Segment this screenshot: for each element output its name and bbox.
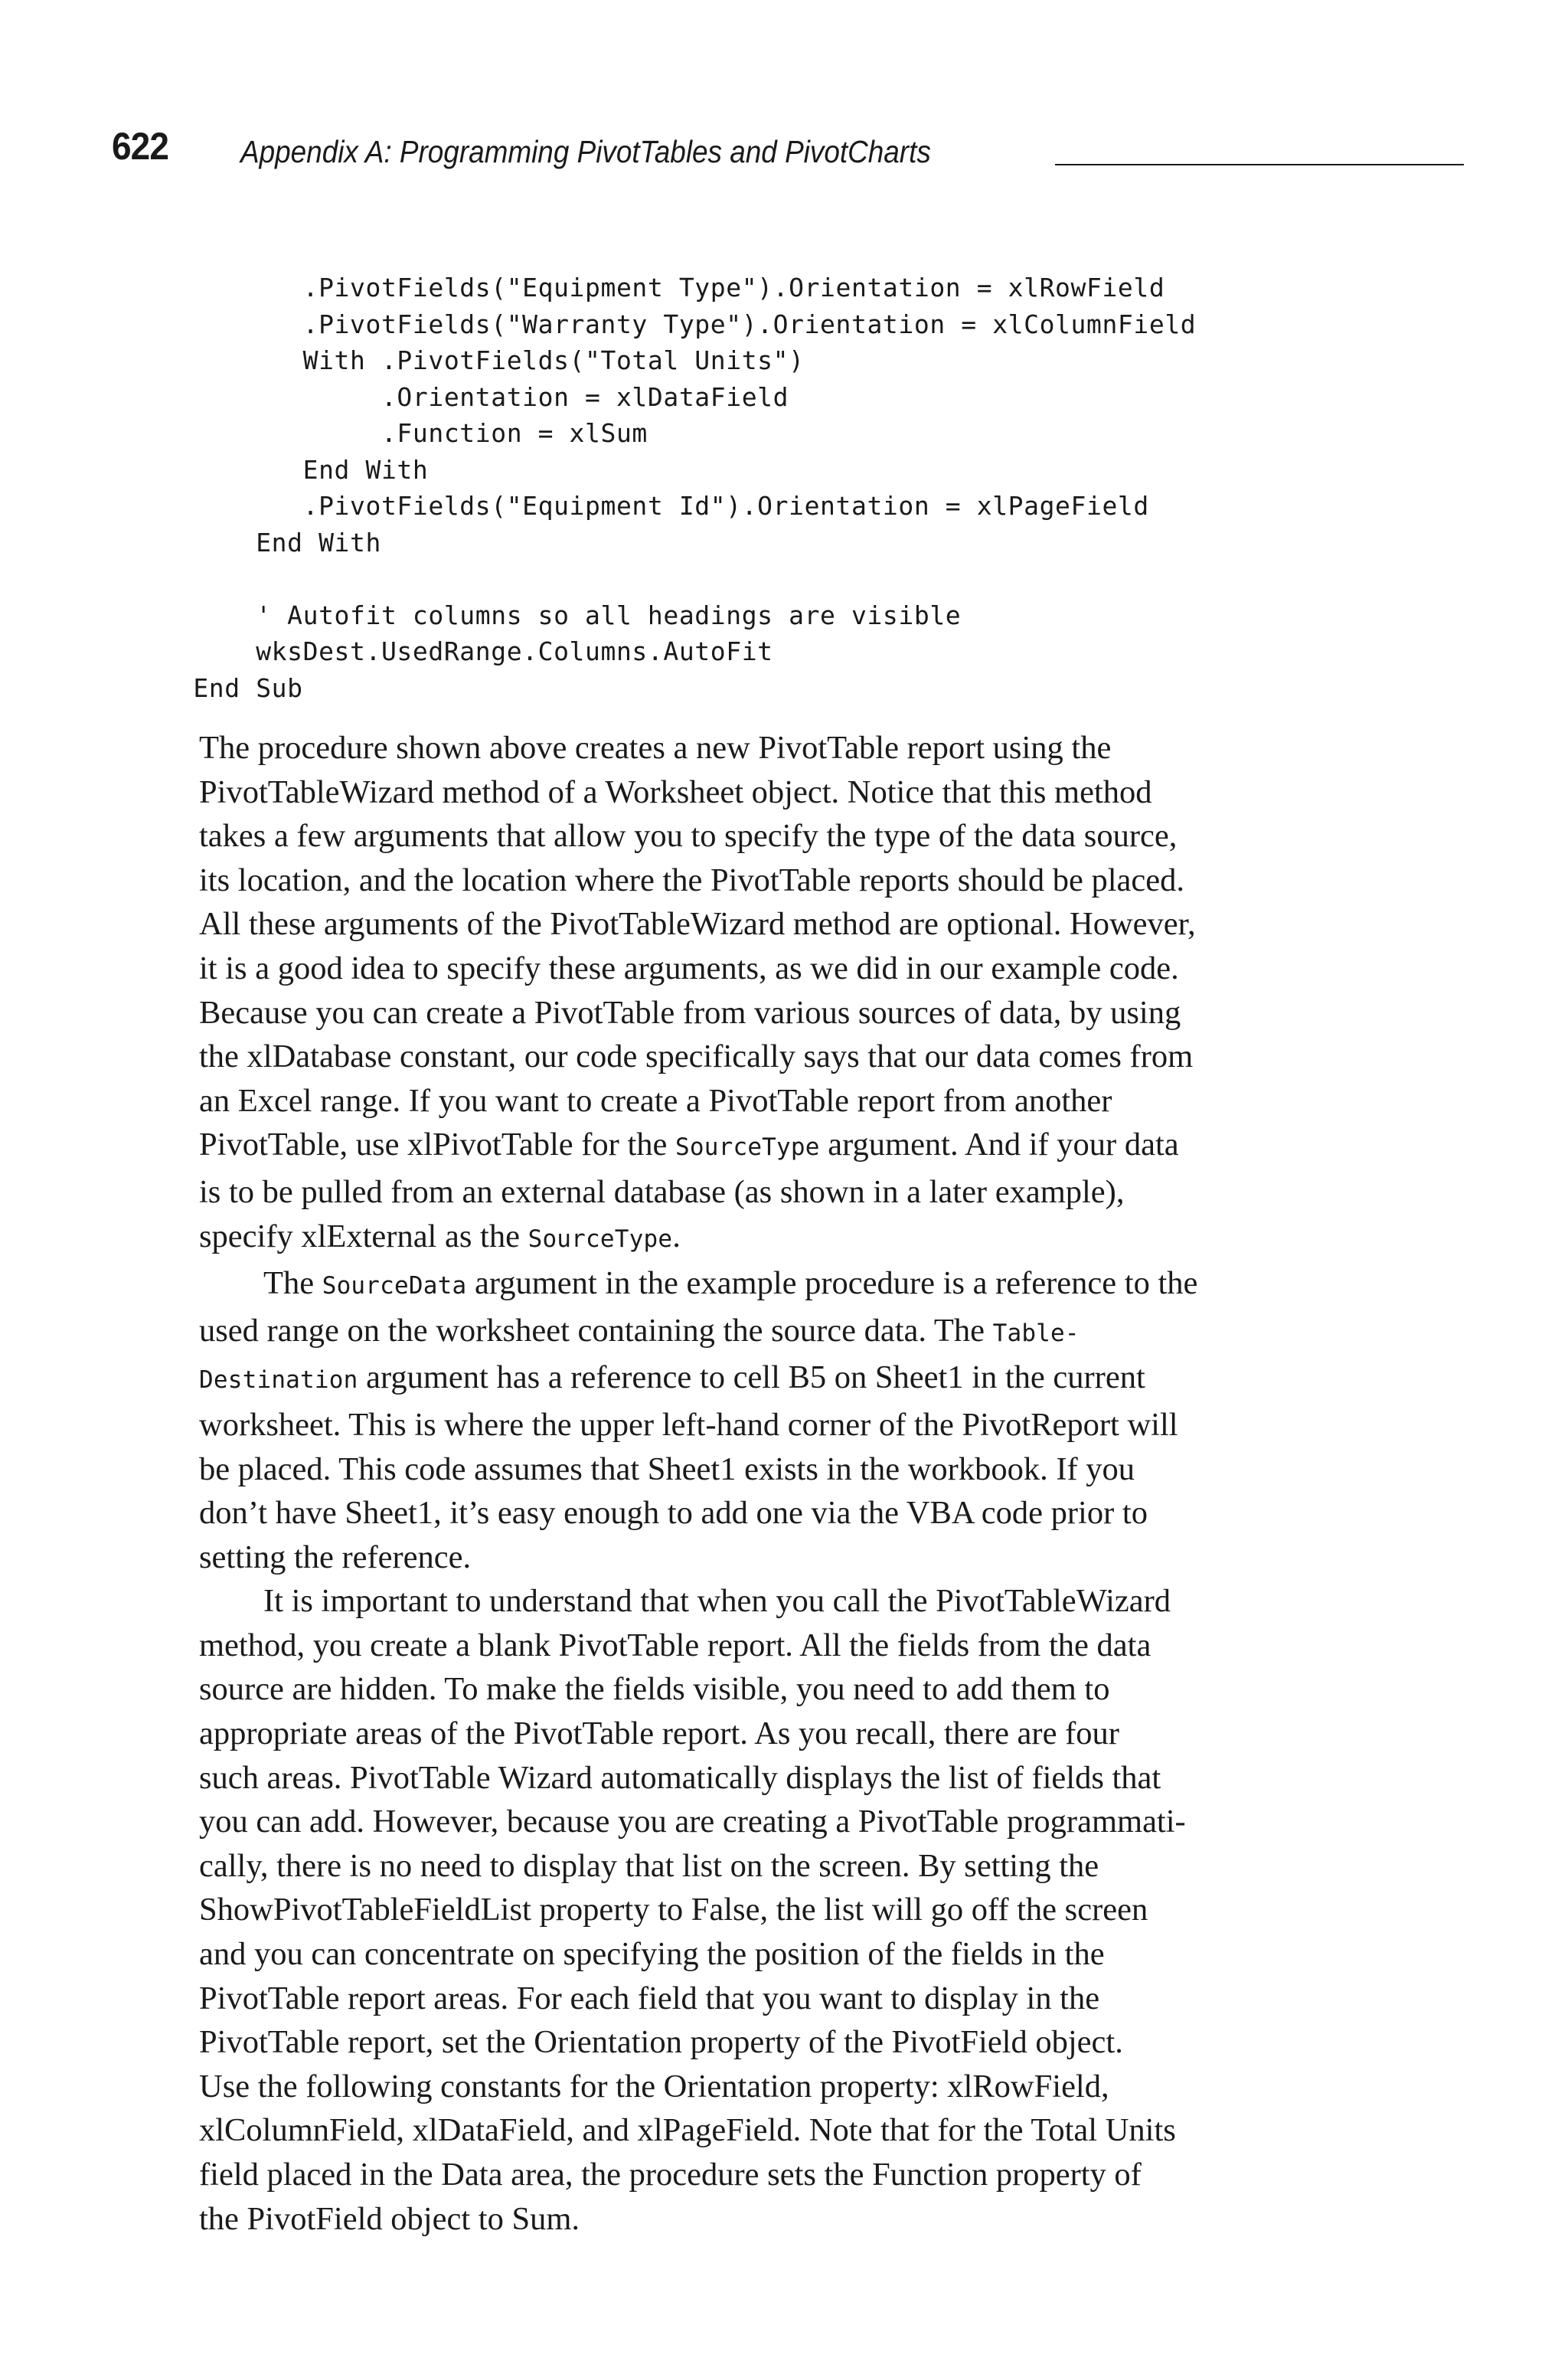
body-text [199,726,1361,2241]
code-line: .Function = xlSum [115,418,648,448]
text-line: xlColumnField, xlDataField, and xlPageField. Note that for the Total Units [199,2112,1176,2149]
code-line: End With [115,454,429,485]
inline-code: Table- [992,1319,1080,1347]
code-line: ' Autofit columns so all headings are visible [115,600,962,630]
inline-code: SourceType [675,1133,820,1162]
text-line: All these arguments of the PivotTableWizard method are optional. However, [199,906,1196,943]
chapter-title: Appendix A: Programming PivotTables and PivotCharts [240,134,931,169]
text-line: cally, there is no need to display that list on the screen. By setting the [199,1847,1099,1884]
text-run: PivotTable, use xlPivotTable for the [199,1127,675,1163]
inline-code: SourceType [528,1225,673,1253]
running-header [112,123,1352,176]
code-line [115,561,1378,597]
text-run: The [263,1265,322,1302]
text-line [199,1261,1361,1309]
text-line: it is a good idea to specify these arguments, as we did in our example code. [199,950,1179,986]
code-line: .PivotFields("Equipment Id").Orientation = xlPageField [115,491,1149,521]
text-line: source are hidden. To make the fields visible, you need to add them to [199,1671,1110,1708]
text-line: setting the reference. [199,1539,472,1575]
code-line: End Sub [115,672,303,703]
code-line: .PivotFields("Warranty Type").Orientation = xlColumnField [115,309,1197,339]
text-run: used range on the worksheet containing the source data. The [199,1312,993,1349]
text-run: specify xlExternal as the [199,1218,528,1254]
text-run: argument has a reference to cell B5 on Sheet1 in the current [358,1359,1145,1396]
text-line: be placed. This code assumes that Sheet1 exists in the workbook. If you [199,1450,1135,1487]
code-line: wksDest.UsedRange.Columns.AutoFit [115,636,773,666]
text-line: and you can concentrate on specifying the position of the fields in the [199,1936,1105,1973]
inline-code: Destination [199,1366,358,1395]
text-run: . [672,1218,681,1254]
text-line: an Excel range. If you want to create a PivotTable report from another [199,1082,1112,1119]
text-line: Because you can create a PivotTable from various sources of data, by using [199,994,1181,1031]
code-line: .Orientation = xlDataField [115,381,789,412]
text-line: appropriate areas of the PivotTable report. As you recall, there are four [199,1715,1119,1752]
inline-code: SourceData [322,1272,467,1300]
text-run: argument. And if your data [819,1127,1179,1163]
text-line: PivotTableWizard method of a Worksheet object. Notice that this method [199,773,1152,810]
text-line: field placed in the Data area, the procedure sets the Function property of [199,2157,1142,2193]
code-line: End With [115,527,381,558]
code-line: .PivotFields("Equipment Type").Orientation = xlRowField [115,273,1165,303]
text-line: the xlDatabase constant, our code specifically says that our data comes from [199,1038,1194,1075]
text-line: worksheet. This is where the upper left-hand corner of the PivotReport will [199,1406,1178,1443]
text-line: method, you create a blank PivotTable report. All the fields from the data [199,1627,1152,1663]
paragraph-pivottablewizard [199,726,1361,1261]
code-listing [115,270,1378,706]
text-line: the PivotField object to Sum. [199,2200,580,2237]
text-line [199,1309,1361,1356]
paragraph-sourcedata [199,1261,1361,1579]
text-line: its location, and the location where the PivotTable reports should be placed. [199,862,1185,898]
text-line: takes a few arguments that allow you to specify the type of the data source, [199,818,1178,855]
text-line: is to be pulled from an external database (as shown in a later example), [199,1173,1125,1210]
text-line: such areas. PivotTable Wizard automatically displays the list of fields that [199,1759,1161,1796]
text-line: ShowPivotTableFieldList property to False, the list will go off the screen [199,1892,1148,1928]
paragraph-orientation [199,1579,1361,2241]
text-run: argument in the example procedure is a reference to the [466,1265,1198,1302]
text-line: PivotTable report areas. For each field that you want to display in the [199,1980,1100,2016]
text-line: Use the following constants for the Orientation property: xlRowField, [199,2068,1109,2105]
text-line: It is important to understand that when you call the PivotTableWizard [263,1583,1171,1620]
text-line: The procedure shown above creates a new PivotTable report using the [199,730,1112,766]
text-line: don’t have Sheet1, it’s easy enough to add one via the VBA code prior to [199,1495,1148,1532]
text-line: you can add. However, because you are creating a PivotTable programmati- [199,1804,1186,1840]
page-number: 622 [112,125,169,168]
code-line: With .PivotFields("Total Units") [115,345,805,375]
header-rule [1055,164,1464,165]
text-line [199,1215,1361,1262]
text-line: PivotTable report, set the Orientation property of the PivotField object. [199,2024,1123,2061]
text-line [199,1356,1361,1403]
text-line [199,1123,1361,1170]
